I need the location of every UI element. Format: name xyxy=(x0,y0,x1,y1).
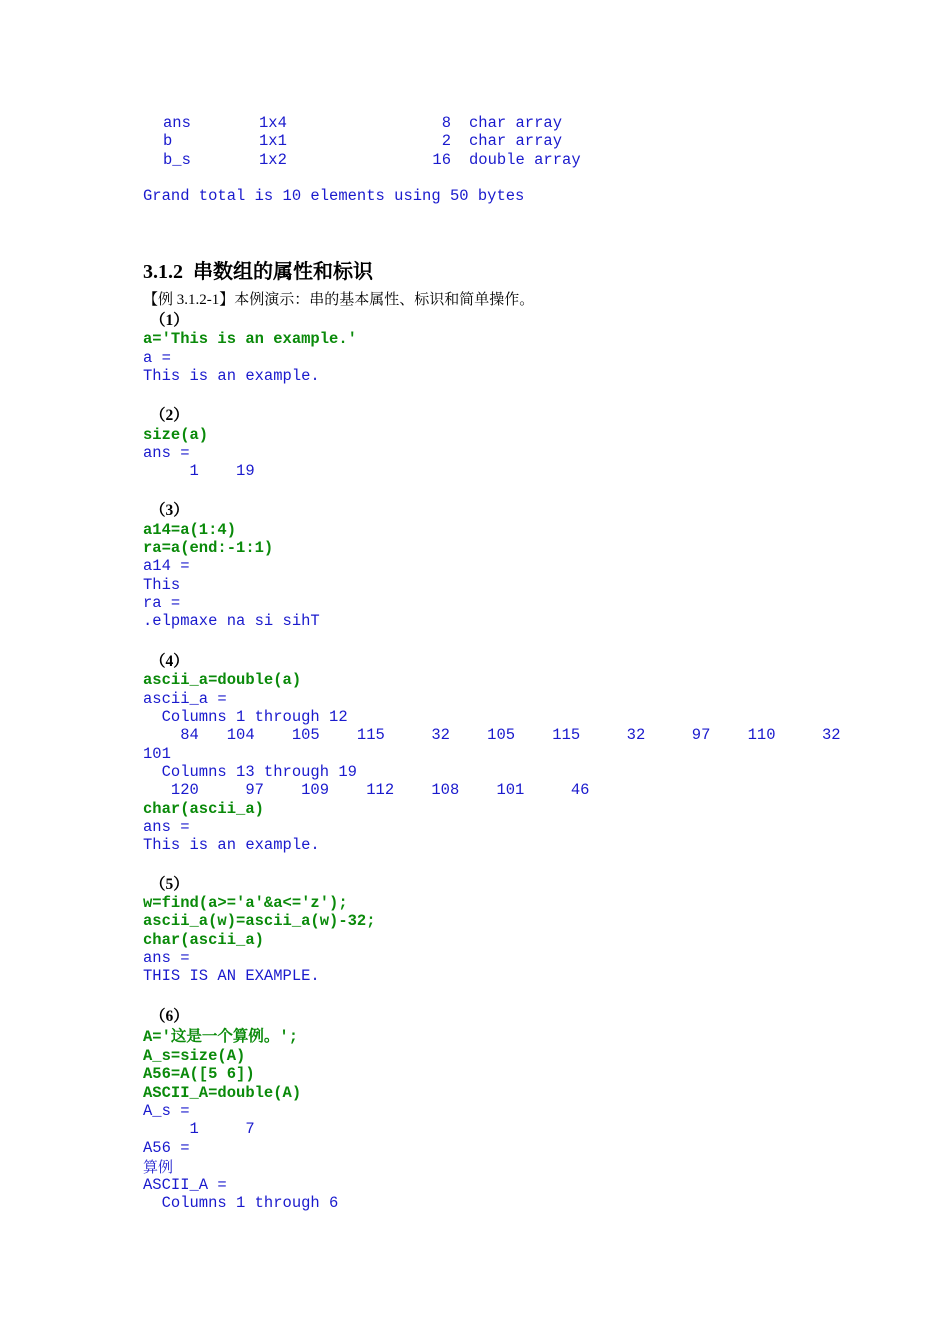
command-line: ascii_a=double(a) xyxy=(143,671,302,689)
command-line: A_s=size(A) xyxy=(143,1047,246,1065)
output-line: 84 104 105 115 32 105 115 32 97 110 32 xyxy=(143,726,841,744)
section-heading: 3.1.2 串数组的属性和标识 xyxy=(143,261,373,283)
grand-total-line: Grand total is 10 elements using 50 bytes xyxy=(143,187,525,205)
whos-class: char array xyxy=(469,114,563,132)
output-line: 1 19 xyxy=(143,462,255,480)
part-label: （3） xyxy=(150,502,189,519)
output-line: 1 7 xyxy=(143,1120,255,1138)
output-line: THIS IS AN EXAMPLE. xyxy=(143,967,320,985)
whos-bytes: 16 xyxy=(432,151,451,169)
command-line: a='This is an example.' xyxy=(143,330,357,348)
output-line: .elpmaxe na si sihT xyxy=(143,612,320,630)
output-line: A_s = xyxy=(143,1102,190,1120)
command-line: char(ascii_a) xyxy=(143,800,264,818)
part-label: （4） xyxy=(150,653,189,670)
output-line: This is an example. xyxy=(143,367,320,385)
part-label: （6） xyxy=(150,1008,189,1025)
output-line: Columns 1 through 12 xyxy=(143,708,348,726)
output-line: ASCII_A = xyxy=(143,1176,227,1194)
output-line: a14 = xyxy=(143,557,190,575)
output-line: ans = xyxy=(143,818,190,836)
whos-class: char array xyxy=(469,132,563,150)
whos-name: b_s xyxy=(163,151,191,169)
command-line: A='这是一个算例。'; xyxy=(143,1028,299,1046)
whos-name: b xyxy=(163,132,173,150)
command-line: size(a) xyxy=(143,426,209,444)
command-line: ASCII_A=double(A) xyxy=(143,1084,302,1102)
output-line: This is an example. xyxy=(143,836,320,854)
output-line: 120 97 109 112 108 101 46 xyxy=(143,781,590,799)
command-line: a14=a(1:4) xyxy=(143,521,237,539)
output-line: 101 xyxy=(143,745,171,763)
example-title: 【例 3.1.2-1】本例演示：串的基本属性、标识和简单操作。 xyxy=(143,292,535,308)
whos-size: 1x4 xyxy=(259,114,287,132)
output-line: 算例 xyxy=(143,1158,174,1176)
command-line: ra=a(end:-1:1) xyxy=(143,539,274,557)
command-line: char(ascii_a) xyxy=(143,931,264,949)
whos-class: double array xyxy=(469,151,581,169)
part-label: （2） xyxy=(150,407,189,424)
part-label: （1） xyxy=(150,312,189,329)
whos-name: ans xyxy=(163,114,191,132)
output-line: ra = xyxy=(143,594,181,612)
output-line: A56 = xyxy=(143,1139,190,1157)
output-line: Columns 1 through 6 xyxy=(143,1194,339,1212)
output-line: ans = xyxy=(143,949,190,967)
output-line: Columns 13 through 19 xyxy=(143,763,357,781)
output-line: ans = xyxy=(143,444,190,462)
command-line: w=find(a>='a'&a<='z'); xyxy=(143,894,348,912)
whos-bytes: 8 xyxy=(441,114,451,132)
command-line: A56=A([5 6]) xyxy=(143,1065,255,1083)
output-line: ascii_a = xyxy=(143,690,227,708)
whos-bytes: 2 xyxy=(441,132,451,150)
part-label: （5） xyxy=(150,876,189,893)
whos-size: 1x1 xyxy=(259,132,287,150)
output-line: a = xyxy=(143,349,171,367)
command-line: ascii_a(w)=ascii_a(w)-32; xyxy=(143,912,376,930)
output-line: This xyxy=(143,576,181,594)
whos-size: 1x2 xyxy=(259,151,287,169)
